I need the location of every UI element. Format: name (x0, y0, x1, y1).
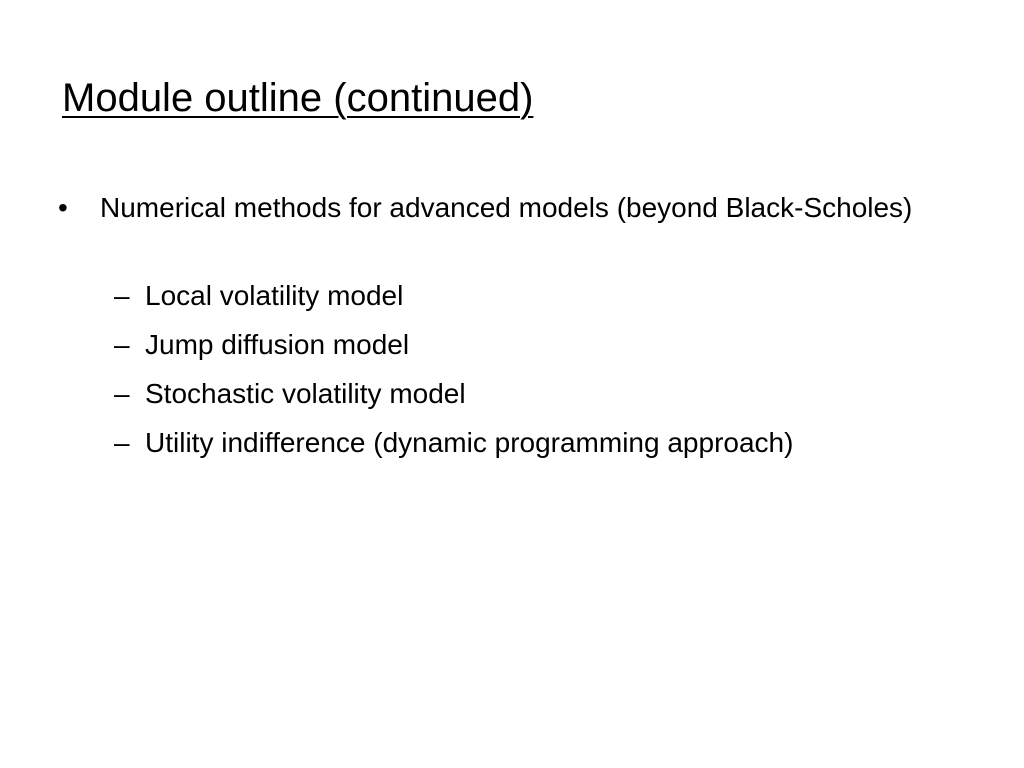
sub-bullet-item (114, 325, 793, 374)
bullet-marker: • (58, 192, 68, 223)
sub-bullet-item (114, 276, 793, 325)
bullet-item (58, 188, 978, 228)
sub-bullet-list (114, 276, 793, 472)
bullet-text: Numerical methods for advanced models (beyond Black-Scholes) (100, 192, 913, 223)
dash-marker: – (114, 329, 130, 360)
dash-marker: – (114, 427, 130, 458)
sub-bullet-text: Stochastic volatility model (145, 378, 466, 409)
sub-bullet-item (114, 374, 793, 423)
dash-marker: – (114, 378, 130, 409)
sub-bullet-text: Local volatility model (145, 280, 404, 311)
sub-bullet-text: Jump diffusion model (145, 329, 410, 360)
dash-marker: – (114, 280, 130, 311)
slide-title: Module outline (continued) (62, 76, 534, 120)
sub-bullet-item (114, 423, 793, 472)
sub-bullet-text: Utility indifference (dynamic programming approach) (145, 427, 794, 458)
